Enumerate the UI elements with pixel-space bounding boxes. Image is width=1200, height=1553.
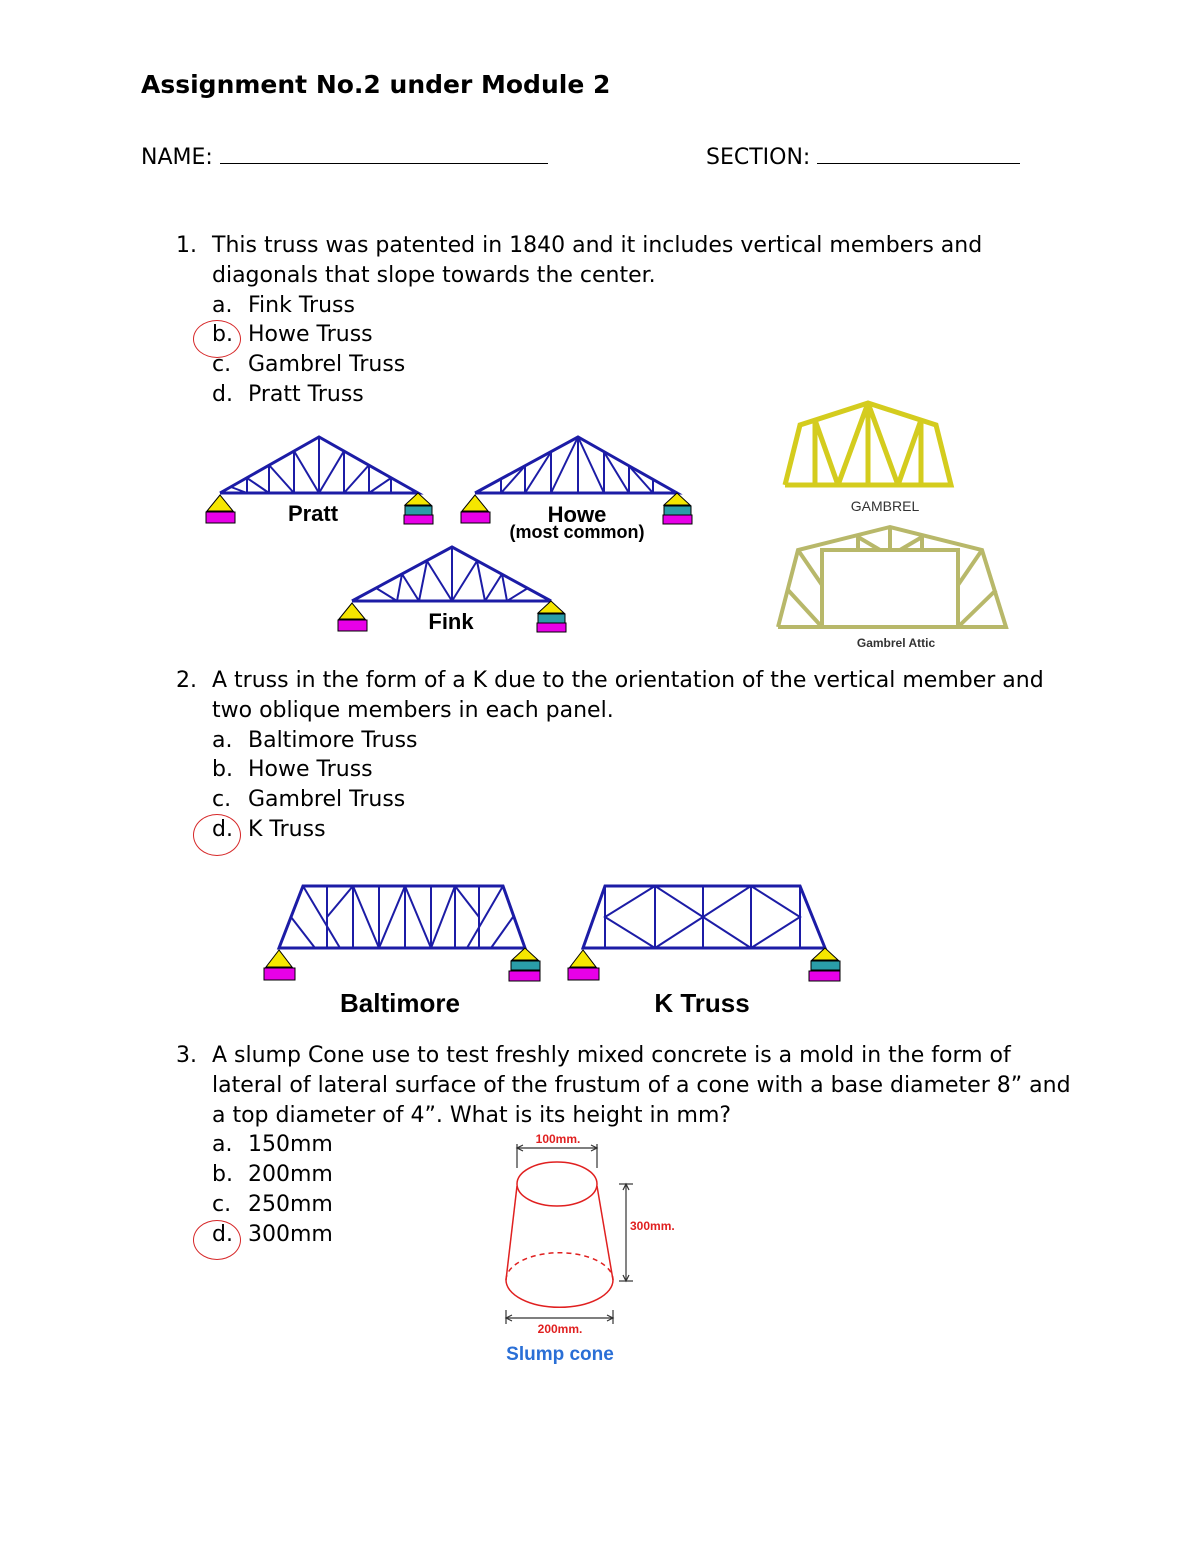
- answer-circle: [193, 1220, 241, 1260]
- roller-wheels: [405, 506, 432, 515]
- support-base: [809, 971, 840, 981]
- bridge-truss-figure: [255, 875, 855, 1025]
- k-truss-label: K Truss: [654, 988, 750, 1018]
- k-truss: [583, 886, 825, 948]
- option-d: [212, 815, 1076, 845]
- option-b: [212, 755, 1076, 785]
- option-a: [212, 291, 1076, 321]
- name-label: NAME:: [141, 145, 213, 170]
- question-number: 2.: [176, 668, 197, 693]
- pin-support: [339, 603, 365, 619]
- question-2: [176, 666, 1076, 845]
- option-a: [212, 726, 1076, 756]
- option-letter: b.: [212, 1162, 233, 1188]
- option-letter: b.: [212, 322, 233, 348]
- option-text: 200mm: [248, 1162, 333, 1188]
- gambrel-figure: [770, 395, 1020, 655]
- question-number: 1.: [176, 233, 197, 258]
- option-text: K Truss: [248, 816, 326, 842]
- question-text: This truss was patented in 1840 and it includes vertical members and diagonals that slope towards the center.: [212, 233, 983, 288]
- name-field: [141, 143, 548, 170]
- name-blank: [220, 143, 548, 164]
- roof-truss-figure: [195, 425, 705, 640]
- pratt-truss: [220, 437, 418, 493]
- option-text: Gambrel Truss: [248, 352, 406, 378]
- option-letter: d.: [212, 1221, 233, 1247]
- question-number: 3.: [176, 1043, 197, 1068]
- option-letter: c.: [212, 1191, 232, 1217]
- roller-support: [512, 948, 538, 960]
- option-c: [212, 785, 1076, 815]
- gambrel-attic-truss: [778, 527, 1006, 627]
- option-b: [212, 320, 1076, 350]
- pin-support: [462, 495, 488, 511]
- roller-wheels: [664, 506, 691, 515]
- support-base: [461, 512, 490, 523]
- fink-truss: [352, 547, 551, 601]
- baltimore-label: Baltimore: [340, 988, 460, 1018]
- roller-wheels: [811, 961, 840, 970]
- support-base: [206, 512, 235, 523]
- option-letter: a.: [212, 1132, 233, 1158]
- support-base: [404, 515, 433, 524]
- fink-label: Fink: [428, 609, 474, 634]
- baltimore-truss: [279, 886, 525, 948]
- pratt-label: Pratt: [287, 501, 339, 526]
- option-text: Howe Truss: [248, 757, 373, 783]
- option-text: Gambrel Truss: [248, 787, 406, 813]
- top-dimension-label: 100mm.: [535, 1132, 581, 1146]
- howe-truss: [475, 437, 677, 493]
- slump-cone-caption: Slump cone: [506, 1344, 614, 1365]
- pin-support: [207, 495, 233, 511]
- support-base: [338, 620, 367, 631]
- section-blank: [817, 143, 1020, 164]
- pin-support: [570, 950, 596, 967]
- section-label: SECTION:: [706, 145, 811, 170]
- option-text: 150mm: [248, 1132, 333, 1158]
- option-letter: a.: [212, 292, 233, 318]
- howe-note: (most common): [509, 522, 645, 542]
- top-dimension: [517, 1144, 597, 1168]
- question-1: [176, 231, 1076, 410]
- option-letter: c.: [212, 352, 232, 378]
- question-text: A slump Cone use to test freshly mixed concrete is a mold in the form of lateral of lateral surface of the frustum of a cone with a base diameter 8” and a top diameter of 4”. What is its height in mm?: [212, 1043, 1071, 1128]
- option-letter: d.: [212, 381, 233, 407]
- option-text: Howe Truss: [248, 322, 373, 348]
- option-letter: b.: [212, 757, 233, 783]
- option-text: Fink Truss: [248, 292, 355, 318]
- howe-label: Howe: [547, 502, 607, 527]
- cone-body: [506, 1162, 613, 1307]
- support-base: [264, 968, 295, 980]
- option-letter: c.: [212, 787, 232, 813]
- slump-cone-figure: [490, 1128, 705, 1373]
- roller-support: [664, 493, 690, 505]
- support-base: [568, 968, 599, 980]
- support-base: [663, 515, 692, 524]
- page-title: Assignment No.2 under Module 2: [141, 70, 611, 99]
- support-base: [537, 623, 566, 632]
- pin-support: [266, 950, 292, 967]
- answer-circle: [193, 320, 241, 358]
- height-dimension-label: 300mm.: [630, 1219, 675, 1233]
- question-text: A truss in the form of a K due to the orientation of the vertical member and two oblique members in each panel.: [212, 668, 1044, 723]
- base-dimension-label: 200mm.: [537, 1322, 583, 1336]
- option-letter: d.: [212, 816, 233, 842]
- option-text: Baltimore Truss: [248, 727, 418, 753]
- option-text: 250mm: [248, 1191, 333, 1217]
- gambrel-label: GAMBREL: [850, 498, 920, 514]
- option-letter: a.: [212, 727, 233, 753]
- option-c: [212, 350, 1076, 380]
- roller-wheels: [511, 961, 540, 970]
- option-text: 300mm: [248, 1221, 333, 1247]
- option-text: Pratt Truss: [248, 381, 364, 407]
- roller-wheels: [538, 614, 565, 623]
- section-field: [706, 143, 1020, 170]
- gambrel-truss: [785, 403, 951, 485]
- answer-circle: [193, 814, 241, 856]
- roller-support: [405, 493, 431, 505]
- roller-support: [812, 948, 838, 960]
- gambrel-attic-label: Gambrel Attic: [856, 636, 936, 650]
- support-base: [509, 971, 540, 981]
- roller-support: [538, 601, 564, 613]
